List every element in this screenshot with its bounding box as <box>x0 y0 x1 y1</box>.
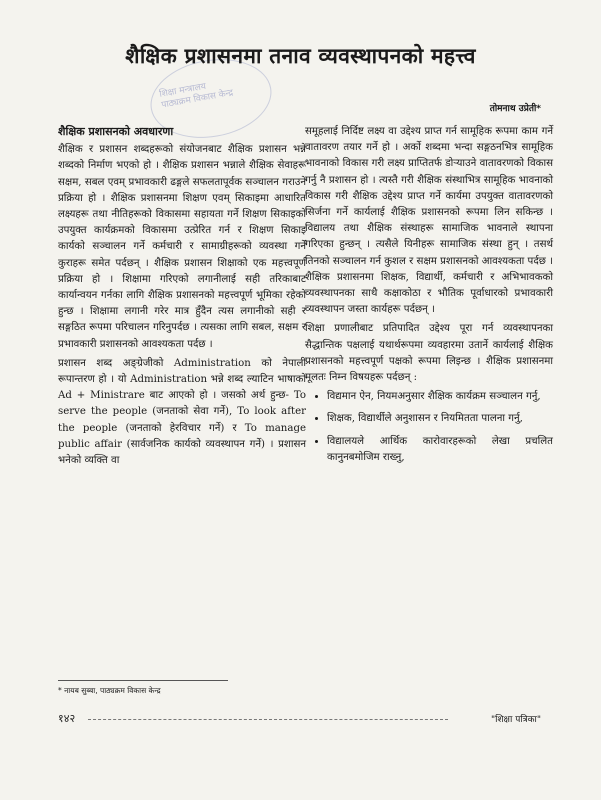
article-title: शैक्षिक प्रशासनमा तनाव व्यवस्थापनको महत्त्व <box>125 43 476 68</box>
journal-name: "शिक्षा पत्रिका" <box>490 715 541 725</box>
bullet-list <box>305 389 553 466</box>
footnote-divider <box>58 680 228 681</box>
left-paragraph-2: प्रशासन शब्द अङ्ग्रेजीको Administration को नेपाली रूपान्तरण हो । यो Administration भन्ने शब्द ल्याटिन भाषाको Ad + Ministrare बाट आएको हो । जसको अर्थ हुन्छ- To serve the people (जनताको सेवा गर्ने), To look after the people (जनताको हेरविचार गर्ने) र To manage public affair (सार्वजनिक कार्यको व्यवस्थापन गर्ने) । प्रशासन भनेको व्यक्ति वा <box>58 357 306 467</box>
list-item: • विद्यालयले आर्थिक कारोवारहरूको लेखा प्रचलित कानुनबमोजिम राख्नु, <box>327 434 553 466</box>
list-item: • विद्यमान ऐन, नियमअनुसार शैक्षिक कार्यक्रम सञ्चालन गर्नु, <box>327 389 553 405</box>
section-heading: शैक्षिक प्रशासनको अवधारणा <box>58 125 174 138</box>
right-paragraph-2: शिक्षा प्रणालीबाट प्रतिपादित उद्देश्य पूरा गर्न व्यवस्थापनका सैद्धान्तिक पक्षलाई यथार्थरूपमा व्यवहारमा उतार्ने कार्यलाई शैक्षिक प्रशासनको महत्त्वपूर्ण पक्षको रूपमा लिइन्छ । शैक्षिक प्रशासनमा मूलतः निम्न विषयहरू पर्दछन् : <box>305 323 553 384</box>
author-name: तोमनाथ उप्रेती* <box>489 104 541 114</box>
right-paragraph-1: समूहलाई निर्दिष्ट लक्ष्य वा उद्देश्य प्राप्त गर्न सामूहिक रूपमा काम गर्ने वातावरण तयार गर्ने हो । अर्को शब्दमा भन्दा सङ्गठनभित्र सामूहिक भावनाको विकास गरी लक्ष्य प्राप्तितर्फ डोऱ्याउने वातावरणको विकास गर्नु नै प्रशासन हो । त्यस्तै गरी शैक्षिक संस्थाभित्र सामूहिक भावनाको विकास गरी शैक्षिक उद्देश्य प्राप्त गर्ने कार्यमा उपयुक्त वातावरणको सिर्जना गर्ने कार्यलाई शैक्षिक प्रशासनको रूपमा लिन सकिन्छ । विद्यालय तथा शैक्षिक संस्थाहरू सामाजिक भावनाले स्थापना गरिएका हुन्छन् । त्यसैले यिनीहरू सामाजिक संस्था हुन् । तसर्थ तिनको सञ्चालन गर्न कुशल र सक्षम प्रशासनको आवश्यकता पर्दछ । शैक्षिक प्रशासनमा शिक्षक, विद्यार्थी, कर्मचारी र अभिभावकको व्यवस्थापनका साथै कक्षाकोठा र भौतिक पूर्वाधारको प्रभावकारी व्यवस्थापन जस्ता कार्यहरू पर्दछन् । <box>305 126 553 316</box>
stamp-text: शिक्षा मन्त्रालय पाठ्यक्रम विकास केन्द्र <box>158 81 235 111</box>
page-number: १४२ <box>58 712 76 725</box>
list-item: • शिक्षक, विद्यार्थीले अनुशासन र नियमितता पालना गर्नु, <box>327 411 553 427</box>
left-column <box>58 124 306 472</box>
footer-divider <box>88 719 448 720</box>
left-paragraph-1: शैक्षिक र प्रशासन शब्दहरूको संयोजनबाट शैक्षिक प्रशासन भन्ने शब्दको निर्माण भएको हो । शैक्षिक प्रशासन भन्नाले शैक्षिक सेवाहरू सक्षम, सबल एवम् प्रभावकारी ढङ्गले सफलतापूर्वक सञ्चालन गराउने प्रक्रिया हो । शैक्षिक प्रशासनमा शिक्षण एवम् सिकाइमा आधारित लक्ष्यहरू तथा नीतिहरूको विकासमा सहायता गर्ने शिक्षण सिकाइको उपयुक्त कार्यक्रमको विकासमा उत्प्रेरित गर्न र शिक्षण सिकाइ कार्यको सञ्चालन गर्ने कर्मचारी र सामाग्रीहरूको व्यवस्था गर्ने कुराहरू समेत पर्दछन् । शैक्षिक प्रशासन शिक्षाको एक महत्त्वपूर्ण प्रक्रिया हो । शिक्षामा गरिएको लगानीलाई सही तरिकाबाट कार्यान्वयन गर्नका लागि शैक्षिक प्रशासनको महत्त्वपूर्ण भूमिका रहेको हुन्छ । शिक्षामा लगानी गरेर मात्र हुँदैन त्यस लगानीको सही र सङ्गठित रूपमा परिचालन गरिनुपर्दछ । त्यसका लागि सबल, सक्षम र प्रभावकारी प्रशासनको आवश्यकता पर्दछ । <box>58 144 306 350</box>
right-column <box>305 124 553 472</box>
footnote: * नायब सुब्बा, पाठ्यक्रम विकास केन्द्र <box>58 686 161 695</box>
